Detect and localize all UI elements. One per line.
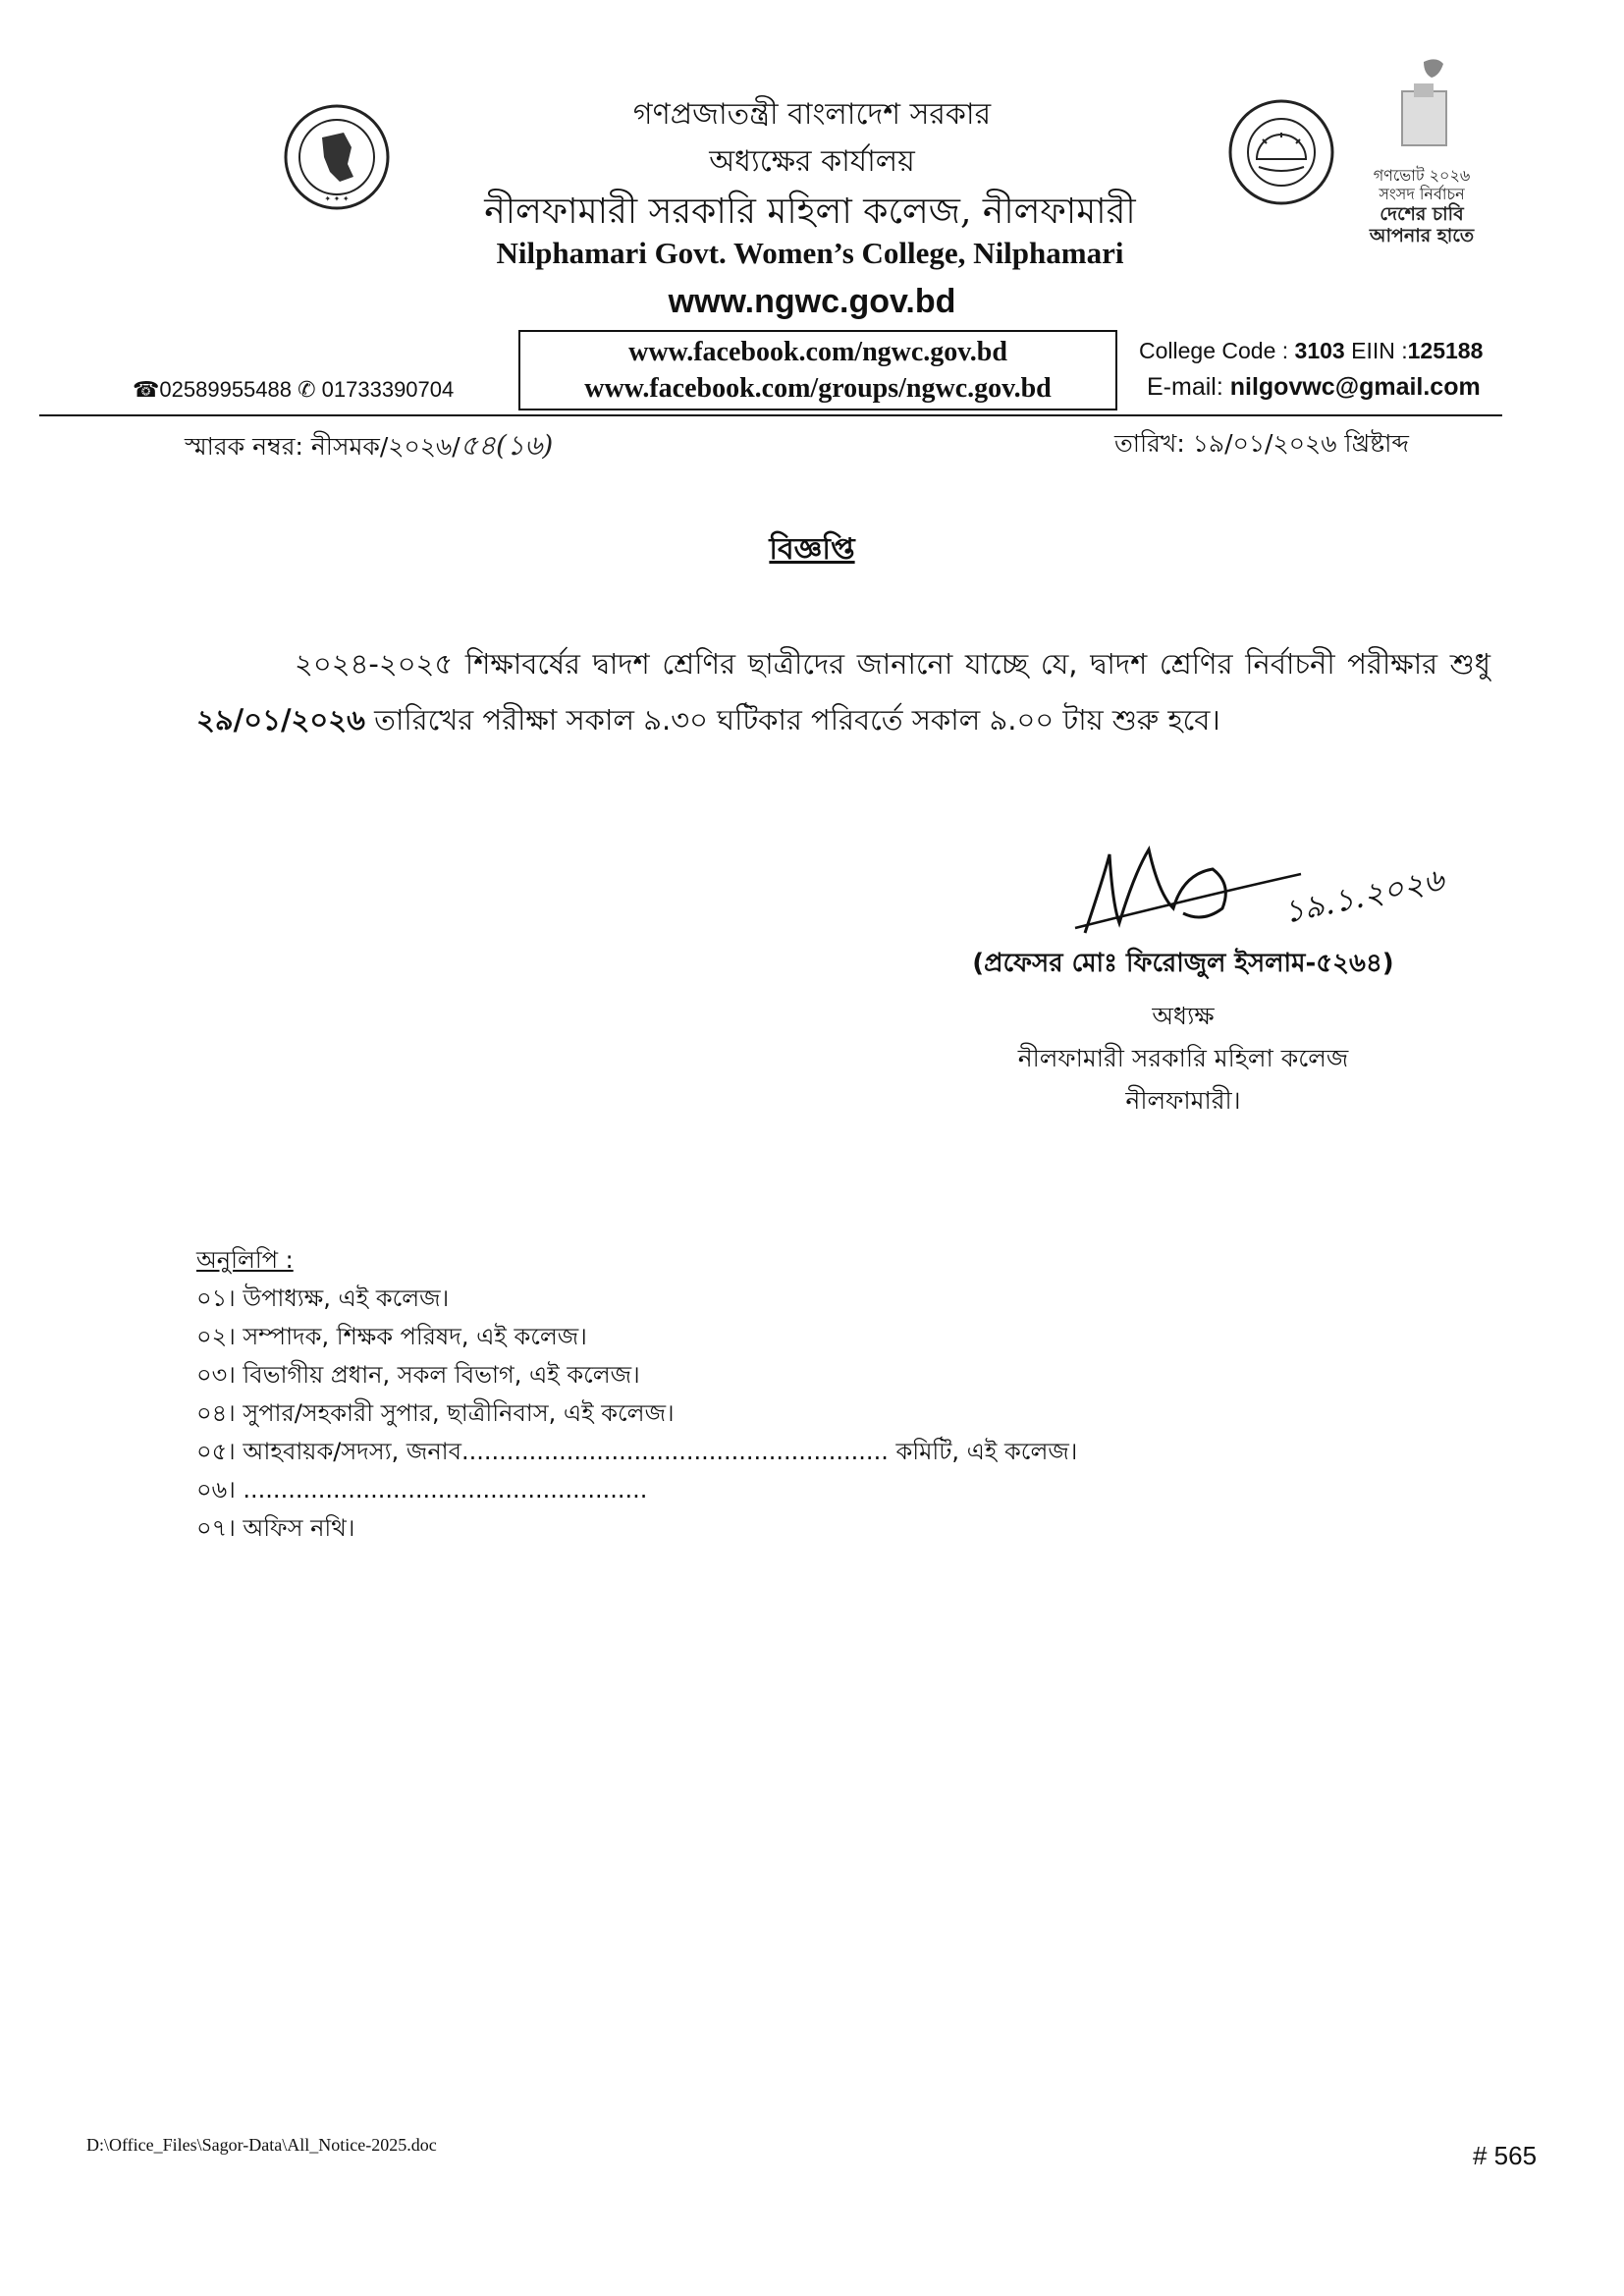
memo-label: স্মারক নম্বর: নীসমক/২০২৬/ [185, 432, 460, 461]
signatory-place: নীলফামারী। [1125, 1086, 1241, 1115]
handwritten-signature [1065, 815, 1458, 962]
copy-heading: অনুলিপি : [196, 1246, 294, 1274]
college-name-bangla: নীলফামারী সরকারি মহিলা কলেজ, নীলফামারী [484, 191, 1136, 232]
election-text-2: সংসদ নির্বাচন [1379, 185, 1465, 203]
election-text-4: আপনার হাতে [1369, 225, 1475, 246]
exam-date: ২৯/০১/২০২৬ [196, 703, 365, 737]
website-url: www.ngwc.gov.bd [668, 283, 956, 320]
eiin-value: 125188 [1407, 338, 1484, 363]
copy-list-item: ০৩। বিভাগীয় প্রধান, সকল বিভাগ, এই কলেজ। [196, 1361, 640, 1389]
facebook-links-box [518, 330, 1117, 410]
ballot-box-icon [1363, 54, 1481, 162]
copy-list-item: ০১। উপাধ্যক্ষ, এই কলেজ। [196, 1285, 450, 1312]
notice-body [196, 636, 1490, 748]
notice-body-part1: ২০২৪-২০২৫ শিক্ষাবর্ষের দ্বাদশ শ্রেণির ছাত্রীদের জানানো যাচ্ছে যে, দ্বাদশ শ্রেণির নির্বাচনী পরীক্ষার শুধু [295, 647, 1490, 681]
copy-list-item: ০২। সম্পাদক, শিক্ষক পরিষদ, এই কলেজ। [196, 1323, 587, 1350]
college-seal-logo [1227, 98, 1335, 206]
college-code-value: 3103 [1294, 338, 1345, 363]
notice-title: বিজ্ঞপ্তি [769, 532, 855, 567]
government-name: গণপ্রজাতন্ত্রী বাংলাদেশ সরকার [632, 97, 992, 132]
copy-list-item: ০৬। ...................................................... [196, 1476, 648, 1503]
facebook-page-url: www.facebook.com/ngwc.gov.bd [628, 337, 1007, 367]
memo-number [185, 424, 553, 470]
government-seal-logo [283, 103, 391, 211]
signatory-college: নীলফামারী সরকারি মহিলা কলেজ [1017, 1044, 1349, 1072]
file-path: D:\Office_Files\Sagor-Data\All_Notice-2025.doc [86, 2135, 437, 2155]
svg-text:✦ ✦ ✦: ✦ ✦ ✦ [324, 194, 350, 203]
college-name-english: Nilphamari Govt. Women’s College, Nilphamari [496, 236, 1124, 270]
signature-date: ১৯.১.২০২৬ [1279, 860, 1447, 931]
election-text-3: দেশের চাবি [1380, 203, 1464, 225]
email-label: E-mail: [1147, 373, 1230, 401]
office-name: অধ্যক্ষের কার্যালয় [709, 144, 915, 179]
facebook-group-url: www.facebook.com/groups/ngwc.gov.bd [584, 373, 1052, 404]
election-text-1: গণভোট ২০২৬ [1373, 166, 1471, 185]
copy-list-item: ০৭। অফিস নথি। [196, 1514, 355, 1542]
signatory-title: অধ্যক্ষ [1152, 1002, 1215, 1030]
memo-handwritten-number: ৫৪(১৬) [460, 429, 554, 462]
document-number: # 565 [1473, 2141, 1538, 2170]
college-code-label: College Code : [1139, 338, 1295, 363]
email-line [1147, 373, 1481, 402]
header-divider [39, 414, 1502, 416]
copy-list-item: ০৪। সুপার/সহকারী সুপার, ছাত্রীনিবাস, এই কলেজ। [196, 1399, 675, 1427]
email-value: nilgovwc@gmail.com [1229, 373, 1481, 401]
eiin-label: EIIN : [1344, 338, 1408, 363]
phone-numbers: ☎02589955488 ✆ 01733390704 [133, 377, 455, 402]
copy-list [196, 1280, 1077, 1548]
signatory-name: (প্রফেসর মোঃ ফিরোজুল ইসলাম-৫২৬৪) [972, 949, 1394, 978]
copy-list-item: ০৫। আহবায়ক/সদস্য, জনাব......................................................... কমিটি, এই কলেজ। [196, 1438, 1078, 1465]
election-logo [1363, 54, 1481, 246]
college-code-line [1139, 338, 1483, 364]
notice-date: তারিখ: ১৯/০১/২০২৬ খ্রিষ্টাব্দ [1114, 429, 1409, 458]
notice-body-part2: তারিখের পরীক্ষা সকাল ৯.৩০ ঘটিকার পরিবর্তে সকাল ৯.০০ টায় শুরু হবে। [364, 703, 1220, 737]
